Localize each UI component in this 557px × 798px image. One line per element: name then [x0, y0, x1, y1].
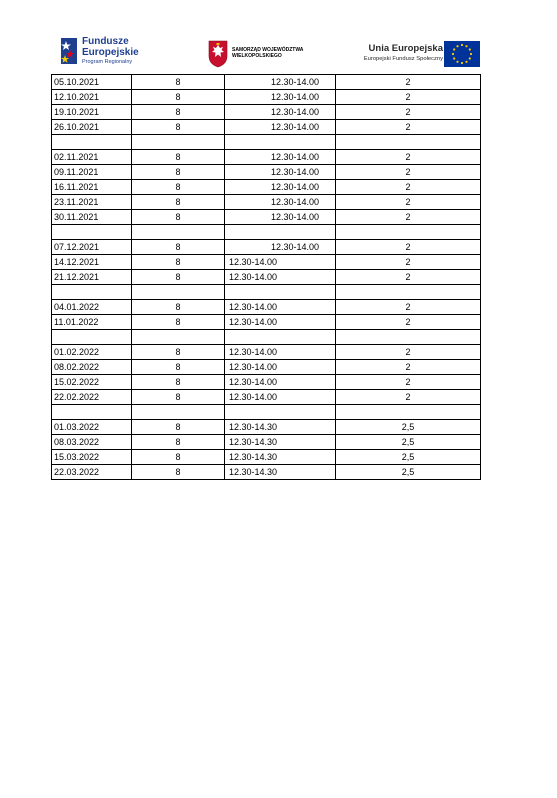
- time-cell: [225, 225, 336, 240]
- date-cell: 08.03.2022: [52, 435, 132, 450]
- date-cell: [52, 405, 132, 420]
- hours-cell: 2: [336, 120, 481, 135]
- hours-cell: 2,5: [336, 465, 481, 480]
- date-cell: 11.01.2022: [52, 315, 132, 330]
- table-spacer-row: [52, 285, 481, 300]
- table-row: [52, 360, 481, 375]
- time-cell: 12.30-14.00: [225, 375, 336, 390]
- hours-cell: 2: [336, 195, 481, 210]
- count-cell: 8: [132, 120, 225, 135]
- count-cell: 8: [132, 375, 225, 390]
- table-row: [52, 90, 481, 105]
- hours-cell: 2: [336, 390, 481, 405]
- count-cell: [132, 330, 225, 345]
- time-cell: 12.30-14.00: [225, 180, 336, 195]
- schedule-table: [51, 74, 481, 480]
- hours-cell: 2: [336, 105, 481, 120]
- date-cell: 09.11.2021: [52, 165, 132, 180]
- time-cell: 12.30-14.00: [225, 90, 336, 105]
- hours-cell: 2: [336, 240, 481, 255]
- count-cell: 8: [132, 240, 225, 255]
- eu-flag-icon: [444, 41, 480, 67]
- fe-logo-line2: Europejskie: [82, 47, 139, 58]
- time-cell: 12.30-14.00: [225, 165, 336, 180]
- table-row: [52, 465, 481, 480]
- hours-cell: 2: [336, 345, 481, 360]
- table-row: [52, 420, 481, 435]
- hours-cell: [336, 225, 481, 240]
- count-cell: [132, 225, 225, 240]
- count-cell: [132, 285, 225, 300]
- logo-header: [0, 0, 557, 74]
- date-cell: 23.11.2021: [52, 195, 132, 210]
- hours-cell: 2: [336, 300, 481, 315]
- table-row: [52, 345, 481, 360]
- date-cell: 22.03.2022: [52, 465, 132, 480]
- date-cell: [52, 225, 132, 240]
- date-cell: [52, 135, 132, 150]
- table-row: [52, 300, 481, 315]
- sw-logo-line1: SAMORZĄD WOJEWÓDZTWA: [232, 47, 304, 53]
- fe-emblem-icon: [59, 36, 79, 66]
- ue-logo-line1: Unia Europejska: [368, 43, 443, 54]
- hours-cell: 2,5: [336, 435, 481, 450]
- table-row: [52, 165, 481, 180]
- time-cell: 12.30-14.30: [225, 420, 336, 435]
- count-cell: 8: [132, 210, 225, 225]
- time-cell: [225, 330, 336, 345]
- date-cell: 26.10.2021: [52, 120, 132, 135]
- hours-cell: 2: [336, 75, 481, 90]
- count-cell: [132, 405, 225, 420]
- date-cell: 05.10.2021: [52, 75, 132, 90]
- hours-cell: 2: [336, 375, 481, 390]
- hours-cell: 2: [336, 165, 481, 180]
- hours-cell: 2: [336, 180, 481, 195]
- date-cell: 16.11.2021: [52, 180, 132, 195]
- table-row: [52, 375, 481, 390]
- table-row: [52, 390, 481, 405]
- fe-logo-line3: Program Regionalny: [82, 59, 133, 65]
- date-cell: 07.12.2021: [52, 240, 132, 255]
- count-cell: 8: [132, 315, 225, 330]
- table-row: [52, 240, 481, 255]
- count-cell: 8: [132, 345, 225, 360]
- hours-cell: [336, 135, 481, 150]
- table-row: [52, 210, 481, 225]
- time-cell: 12.30-14.00: [225, 270, 336, 285]
- table-spacer-row: [52, 330, 481, 345]
- count-cell: 8: [132, 75, 225, 90]
- date-cell: 21.12.2021: [52, 270, 132, 285]
- count-cell: 8: [132, 420, 225, 435]
- schedule-table-body: [52, 75, 481, 480]
- table-row: [52, 105, 481, 120]
- hours-cell: [336, 330, 481, 345]
- count-cell: 8: [132, 465, 225, 480]
- time-cell: 12.30-14.00: [225, 345, 336, 360]
- time-cell: 12.30-14.00: [225, 315, 336, 330]
- time-cell: 12.30-14.00: [225, 210, 336, 225]
- hours-cell: 2: [336, 255, 481, 270]
- time-cell: 12.30-14.00: [225, 240, 336, 255]
- table-row: [52, 270, 481, 285]
- table-row: [52, 450, 481, 465]
- time-cell: 12.30-14.00: [225, 75, 336, 90]
- time-cell: 12.30-14.00: [225, 195, 336, 210]
- hours-cell: 2: [336, 90, 481, 105]
- table-row: [52, 150, 481, 165]
- table-row: [52, 75, 481, 90]
- count-cell: 8: [132, 180, 225, 195]
- table-spacer-row: [52, 225, 481, 240]
- coat-of-arms-icon: [208, 40, 228, 68]
- count-cell: 8: [132, 360, 225, 375]
- date-cell: [52, 285, 132, 300]
- sw-logo-line2: WIELKOPOLSKIEGO: [232, 53, 282, 59]
- time-cell: 12.30-14.00: [225, 300, 336, 315]
- date-cell: 01.03.2022: [52, 420, 132, 435]
- time-cell: [225, 405, 336, 420]
- fundusze-europejskie-logo: [59, 36, 179, 68]
- date-cell: [52, 330, 132, 345]
- table-spacer-row: [52, 135, 481, 150]
- table-row: [52, 435, 481, 450]
- date-cell: 15.02.2022: [52, 375, 132, 390]
- hours-cell: [336, 405, 481, 420]
- fe-logo-line1: Fundusze: [82, 36, 129, 47]
- count-cell: 8: [132, 90, 225, 105]
- hours-cell: 2: [336, 360, 481, 375]
- time-cell: 12.30-14.00: [225, 150, 336, 165]
- count-cell: [132, 135, 225, 150]
- date-cell: 12.10.2021: [52, 90, 132, 105]
- count-cell: 8: [132, 270, 225, 285]
- date-cell: 08.02.2022: [52, 360, 132, 375]
- hours-cell: 2: [336, 270, 481, 285]
- unia-europejska-logo: [348, 41, 483, 69]
- time-cell: 12.30-14.30: [225, 435, 336, 450]
- count-cell: 8: [132, 195, 225, 210]
- count-cell: 8: [132, 255, 225, 270]
- time-cell: 12.30-14.00: [225, 390, 336, 405]
- date-cell: 14.12.2021: [52, 255, 132, 270]
- date-cell: 19.10.2021: [52, 105, 132, 120]
- hours-cell: 2,5: [336, 420, 481, 435]
- count-cell: 8: [132, 450, 225, 465]
- hours-cell: 2,5: [336, 450, 481, 465]
- date-cell: 15.03.2022: [52, 450, 132, 465]
- count-cell: 8: [132, 105, 225, 120]
- time-cell: 12.30-14.00: [225, 255, 336, 270]
- count-cell: 8: [132, 300, 225, 315]
- count-cell: 8: [132, 165, 225, 180]
- count-cell: 8: [132, 390, 225, 405]
- count-cell: 8: [132, 435, 225, 450]
- time-cell: 12.30-14.00: [225, 120, 336, 135]
- date-cell: 02.11.2021: [52, 150, 132, 165]
- date-cell: 01.02.2022: [52, 345, 132, 360]
- date-cell: 04.01.2022: [52, 300, 132, 315]
- hours-cell: 2: [336, 150, 481, 165]
- ue-logo-line2: Europejski Fundusz Społeczny: [363, 56, 443, 62]
- date-cell: 22.02.2022: [52, 390, 132, 405]
- time-cell: 12.30-14.00: [225, 105, 336, 120]
- table-row: [52, 255, 481, 270]
- table-row: [52, 195, 481, 210]
- table-spacer-row: [52, 405, 481, 420]
- time-cell: 12.30-14.30: [225, 450, 336, 465]
- time-cell: 12.30-14.30: [225, 465, 336, 480]
- date-cell: 30.11.2021: [52, 210, 132, 225]
- table-row: [52, 120, 481, 135]
- samorzad-wojewodztwa-logo: [208, 40, 308, 68]
- time-cell: [225, 135, 336, 150]
- table-row: [52, 315, 481, 330]
- hours-cell: 2: [336, 315, 481, 330]
- time-cell: 12.30-14.00: [225, 360, 336, 375]
- hours-cell: 2: [336, 210, 481, 225]
- time-cell: [225, 285, 336, 300]
- hours-cell: [336, 285, 481, 300]
- table-row: [52, 180, 481, 195]
- count-cell: 8: [132, 150, 225, 165]
